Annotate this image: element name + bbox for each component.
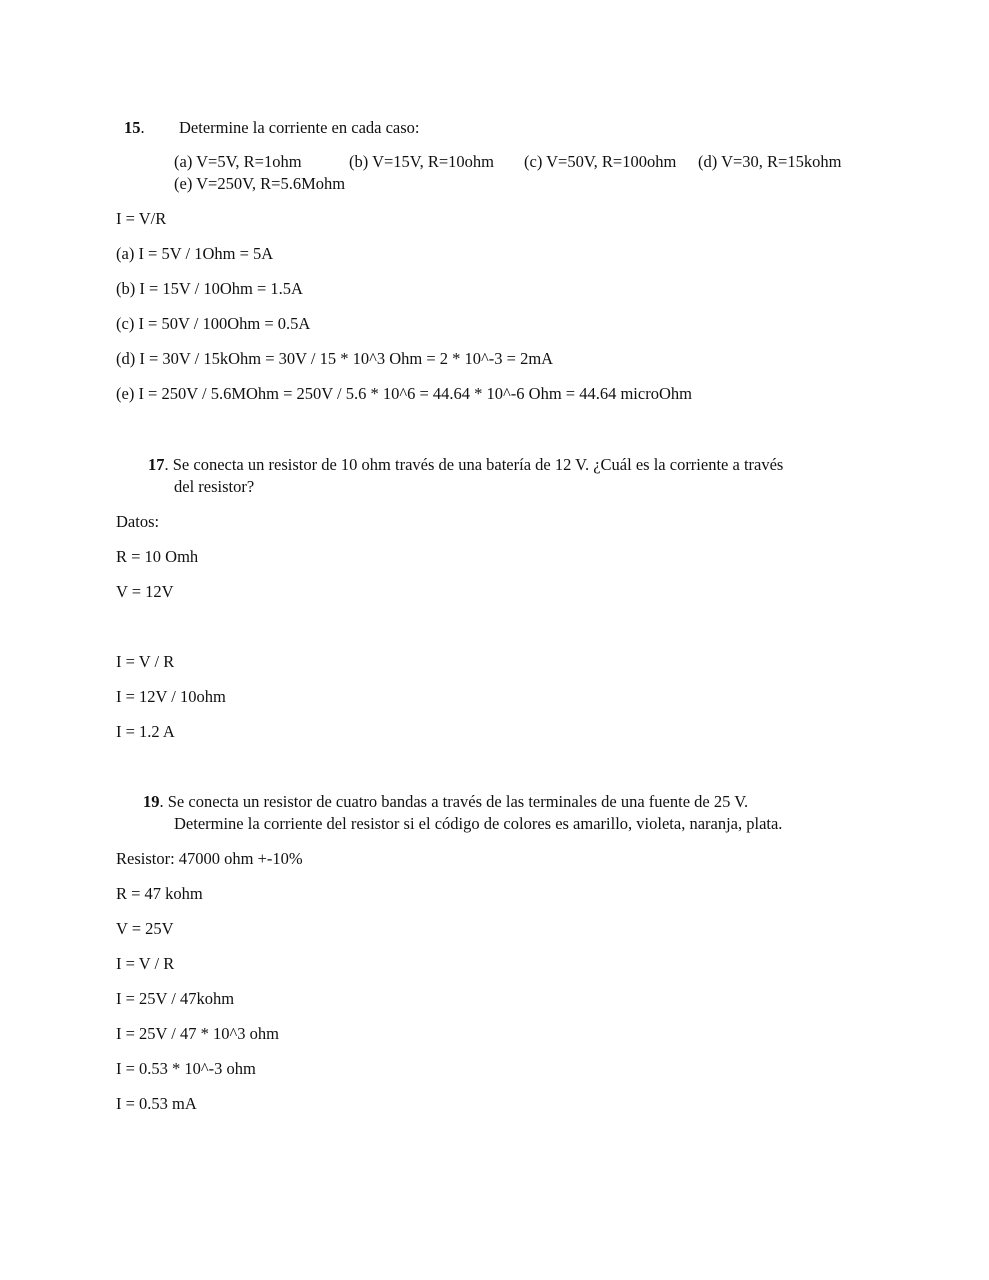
q17-prompt-line2: del resistor? xyxy=(174,477,255,496)
q15-dot: . xyxy=(140,118,145,137)
q15-answer-d: (d) I = 30V / 15kOhm = 30V / 15 * 10^3 Ohm = 2 * 10^-3 = 2mA xyxy=(116,349,554,368)
q17-prompt-text: . Se conecta un resistor de 10 ohm través de una batería de 12 V. ¿Cuál es la corriente a través xyxy=(164,455,784,474)
q15-answer-c: (c) I = 50V / 100Ohm = 0.5A xyxy=(116,314,311,333)
q19-step-8: I = 0.53 mA xyxy=(116,1094,197,1113)
q19-step-5: I = 25V / 47kohm xyxy=(116,989,235,1008)
q19-prompt-text: . Se conecta un resistor de cuatro bandas a través de las terminales de una fuente de 25 V. xyxy=(159,792,749,811)
q15-case-c: (c) V=50V, R=100ohm xyxy=(524,152,677,171)
q19-step-1: Resistor: 47000 ohm +-10% xyxy=(116,849,303,868)
q15-case-b: (b) V=15V, R=10ohm xyxy=(349,152,494,171)
q15-case-d: (d) V=30, R=15kohm xyxy=(698,152,842,171)
q19-step-2: R = 47 kohm xyxy=(116,884,203,903)
q15-heading xyxy=(124,118,145,138)
q15-case-a: (a) V=5V, R=1ohm xyxy=(174,152,302,171)
q17-given-r: R = 10 Omh xyxy=(116,547,199,566)
q19-step-6: I = 25V / 47 * 10^3 ohm xyxy=(116,1024,279,1043)
q17-given-v: V = 12V xyxy=(116,582,174,601)
q15-number: 15 xyxy=(124,118,141,137)
q17-step-1: I = V / R xyxy=(116,652,175,671)
q19-step-7: I = 0.53 * 10^-3 ohm xyxy=(116,1059,256,1078)
q17-step-2: I = 12V / 10ohm xyxy=(116,687,226,706)
q15-answer-b: (b) I = 15V / 10Ohm = 1.5A xyxy=(116,279,303,298)
q15-prompt: Determine la corriente en cada caso: xyxy=(179,118,420,137)
q15-answer-e: (e) I = 250V / 5.6MOhm = 250V / 5.6 * 10^6 = 44.64 * 10^-6 Ohm = 44.64 microOhm xyxy=(116,384,692,403)
q15-case-e: (e) V=250V, R=5.6Mohm xyxy=(174,174,346,193)
q19-prompt-line2: Determine la corriente del resistor si el código de colores es amarillo, violeta, naranja, plata. xyxy=(174,814,783,833)
q17-number: 17 xyxy=(148,455,165,474)
q17-step-3: I = 1.2 A xyxy=(116,722,175,741)
q19-number: 19 xyxy=(143,792,160,811)
q15-formula: I = V/R xyxy=(116,209,167,228)
q15-answer-a: (a) I = 5V / 1Ohm = 5A xyxy=(116,244,274,263)
q17-datos-label: Datos: xyxy=(116,512,160,531)
q19-prompt-line1 xyxy=(143,792,748,812)
q19-step-4: I = V / R xyxy=(116,954,175,973)
q17-prompt-line1 xyxy=(148,455,783,475)
q19-step-3: V = 25V xyxy=(116,919,174,938)
